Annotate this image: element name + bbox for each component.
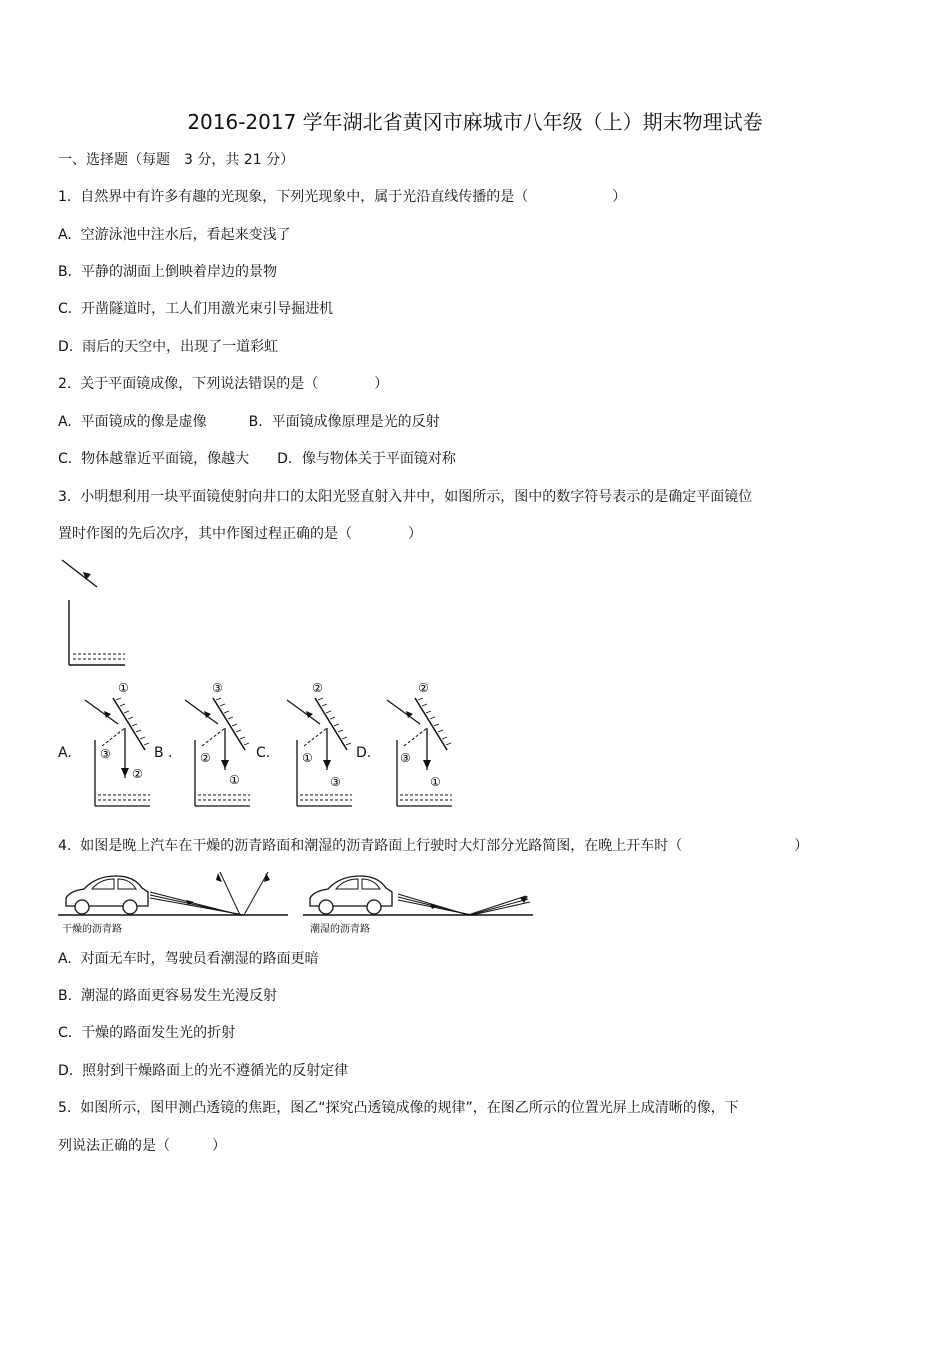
q1-option-a: A. 空游泳池中注水后，看起来变浅了 <box>58 227 291 243</box>
car-icon <box>66 876 148 914</box>
q1-option-d: D. 雨后的天空中，出现了一道彩虹 <box>58 339 279 355</box>
q3-stem-line2: 置时作图的先后次序，其中作图过程正确的是（ ） <box>58 526 422 542</box>
q3-d-step-top: ② <box>418 681 429 695</box>
road-label-wet: 潮湿的沥青路 <box>310 924 370 935</box>
q3-d-step-bottom: ① <box>430 775 441 789</box>
q3-option-b-figure <box>180 678 255 808</box>
q5-stem-line2: 列说法正确的是（ ） <box>58 1138 226 1154</box>
q4-road-figure <box>58 864 538 936</box>
q3-option-label-b: B . <box>154 745 173 761</box>
q5-stem-line1: 5. 如图所示，图甲测凸透镜的焦距，图乙“探究凸透镜成像的规律”，在图乙所示的位置光屏上成清晰的像，下 <box>58 1100 739 1116</box>
q3-a-step-bottom: ② <box>132 767 143 781</box>
q3-b-step-bottom: ① <box>229 773 240 787</box>
q3-option-label-a: A. <box>58 745 72 761</box>
q3-c-step-bottom: ③ <box>330 775 341 789</box>
q2-stem: 2. 关于平面镜成像，下列说法错误的是（ ） <box>58 376 389 392</box>
q3-option-c-figure <box>282 678 357 808</box>
q3-b-step-top: ③ <box>212 681 223 695</box>
q1-option-b: B. 平静的湖面上倒映着岸边的景物 <box>58 264 277 280</box>
q1-option-c: C. 开凿隧道时，工人们用激光束引导掘进机 <box>58 301 334 317</box>
q3-a-step-top: ① <box>118 681 129 695</box>
q3-option-d-figure <box>382 678 457 808</box>
q4-option-d: D. 照射到干燥路面上的光不遵循光的反射定律 <box>58 1063 349 1079</box>
car-icon <box>310 876 392 914</box>
q3-option-label-d: D. <box>356 745 372 761</box>
q3-c-step-left: ① <box>302 751 313 765</box>
q3-d-step-left: ③ <box>400 751 411 765</box>
section-heading: 一、选择题（每题 3 分，共 21 分） <box>58 152 295 168</box>
road-label-dry: 干燥的沥青路 <box>62 924 122 935</box>
q3-stem-line1: 3. 小明想利用一块平面镜使射向井口的太阳光竖直射入井中，如图所示，图中的数字符号表示的是确定平面镜位 <box>58 489 753 505</box>
q2-options-ab: A. 平面镜成的像是虚像 B. 平面镜成像原理是光的反射 <box>58 414 440 430</box>
q3-well-figure <box>55 555 135 670</box>
q1-stem: 1. 自然界中有许多有趣的光现象，下列光现象中，属于光沿直线传播的是（ ） <box>58 189 627 205</box>
q4-option-a: A. 对面无车时，驾驶员看潮湿的路面更暗 <box>58 951 319 967</box>
q3-b-step-left: ② <box>200 751 211 765</box>
q4-option-b: B. 潮湿的路面更容易发生光漫反射 <box>58 988 277 1004</box>
q3-option-label-c: C. <box>256 745 271 761</box>
page-title: 2016-2017 学年湖北省黄冈市麻城市八年级（上）期末物理试卷 <box>187 110 763 134</box>
q4-option-c: C. 干燥的路面发生光的折射 <box>58 1025 236 1041</box>
q4-stem: 4. 如图是晚上汽车在干燥的沥青路面和潮湿的沥青路面上行驶时大灯部分光路简图，在晚上开车时（ ） <box>58 838 809 854</box>
q3-a-step-left: ③ <box>100 747 111 761</box>
q3-c-step-top: ② <box>312 681 323 695</box>
q3-option-a-figure <box>80 678 155 808</box>
q2-options-cd: C. 物体越靠近平面镜，像越大 D．像与物体关于平面镜对称 <box>58 451 456 467</box>
